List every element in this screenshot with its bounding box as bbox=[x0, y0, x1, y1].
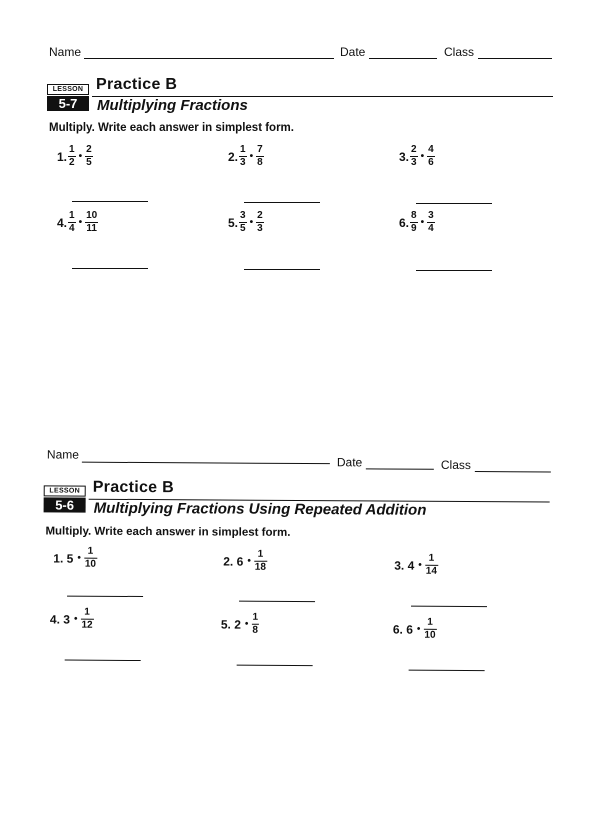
worksheet-lesson-5-6 bbox=[0, 443, 603, 777]
numerator: 1 bbox=[69, 144, 75, 155]
name-label: Name bbox=[49, 45, 82, 59]
instructions: Multiply. Write each answer in simplest form. bbox=[49, 122, 294, 134]
problem-number: 5. bbox=[220, 617, 231, 632]
problem-5 bbox=[221, 613, 260, 636]
page-subtitle: Multiplying Fractions bbox=[97, 97, 248, 114]
times-symbol: • bbox=[247, 555, 251, 567]
fraction bbox=[239, 211, 247, 234]
fraction bbox=[256, 211, 264, 234]
page-title: Practice B bbox=[92, 478, 175, 497]
fraction bbox=[254, 550, 267, 573]
problem-number: 1. bbox=[57, 149, 68, 164]
problem-number: 2. bbox=[223, 554, 234, 569]
problem-2 bbox=[228, 145, 265, 168]
name-label: Name bbox=[46, 447, 79, 462]
whole-number: 6 bbox=[236, 554, 244, 569]
denominator: 10 bbox=[84, 558, 96, 570]
lesson-number: 5-6 bbox=[44, 497, 86, 512]
numerator: 1 bbox=[69, 210, 75, 221]
lesson-tag bbox=[47, 84, 89, 111]
class-field[interactable] bbox=[475, 471, 551, 472]
lesson-tag-label: LESSON bbox=[47, 84, 89, 95]
date-field[interactable] bbox=[366, 468, 434, 469]
denominator: 14 bbox=[425, 565, 437, 577]
problem-number: 6. bbox=[392, 622, 403, 637]
answer-line-5[interactable] bbox=[237, 665, 313, 666]
times-symbol: • bbox=[249, 151, 254, 162]
problem-number: 1. bbox=[53, 550, 64, 566]
answer-line-2[interactable] bbox=[244, 202, 320, 203]
answer-line-6[interactable] bbox=[409, 670, 485, 671]
name-field[interactable] bbox=[82, 462, 330, 465]
whole-number: 5 bbox=[66, 551, 74, 566]
denominator: 3 bbox=[411, 157, 417, 168]
name-field[interactable] bbox=[84, 58, 334, 59]
numerator: 1 bbox=[427, 616, 433, 628]
numerator: 3 bbox=[428, 210, 434, 221]
fraction bbox=[410, 211, 418, 234]
problem-5 bbox=[228, 211, 265, 234]
answer-line-3[interactable] bbox=[411, 606, 487, 607]
denominator: 8 bbox=[257, 157, 263, 168]
problem-number: 3. bbox=[394, 558, 405, 573]
times-symbol: • bbox=[418, 559, 422, 571]
fraction bbox=[427, 145, 435, 168]
problem-6 bbox=[393, 618, 438, 641]
answer-line-5[interactable] bbox=[244, 269, 320, 270]
numerator: 2 bbox=[257, 210, 263, 221]
problem-number: 2. bbox=[228, 149, 239, 164]
numerator: 1 bbox=[428, 552, 435, 564]
problem-3 bbox=[394, 554, 439, 577]
fraction bbox=[239, 145, 247, 168]
problem-4 bbox=[50, 607, 95, 630]
numerator: 1 bbox=[252, 611, 259, 623]
fraction bbox=[85, 211, 98, 234]
worksheet-lesson-5-7 bbox=[0, 0, 603, 330]
denominator: 10 bbox=[424, 629, 436, 641]
answer-line-3[interactable] bbox=[416, 203, 492, 204]
numerator: 1 bbox=[84, 606, 90, 618]
whole-number: 6 bbox=[406, 622, 413, 637]
fraction bbox=[410, 145, 418, 168]
times-symbol: • bbox=[420, 217, 425, 228]
fraction bbox=[427, 211, 435, 234]
denominator: 12 bbox=[81, 619, 93, 631]
problem-number: 5. bbox=[228, 215, 239, 230]
numerator: 2 bbox=[86, 144, 92, 155]
denominator: 5 bbox=[86, 157, 92, 168]
fraction bbox=[80, 608, 93, 631]
times-symbol: • bbox=[73, 613, 78, 625]
fraction bbox=[425, 554, 438, 577]
numerator: 2 bbox=[411, 144, 417, 155]
problem-number: 4. bbox=[49, 611, 60, 627]
fraction bbox=[68, 145, 76, 168]
numerator: 3 bbox=[240, 210, 246, 221]
lesson-tag-label: LESSON bbox=[44, 485, 86, 496]
denominator: 4 bbox=[428, 223, 434, 234]
problem-number: 6. bbox=[399, 215, 410, 230]
denominator: 5 bbox=[240, 223, 246, 234]
instructions: Multiply. Write each answer in simplest form. bbox=[45, 525, 291, 539]
problem-4 bbox=[57, 211, 99, 234]
fraction bbox=[251, 613, 259, 636]
answer-line-4[interactable] bbox=[72, 268, 148, 269]
lesson-number: 5-7 bbox=[47, 96, 89, 111]
class-label: Class bbox=[440, 457, 471, 473]
problem-1 bbox=[53, 546, 98, 569]
whole-number: 4 bbox=[407, 558, 415, 573]
denominator: 8 bbox=[252, 624, 259, 636]
numerator: 1 bbox=[87, 545, 94, 557]
problem-3 bbox=[399, 145, 436, 168]
answer-line-1[interactable] bbox=[72, 201, 148, 202]
whole-number: 2 bbox=[234, 617, 241, 632]
answer-line-1[interactable] bbox=[67, 596, 143, 597]
denominator: 2 bbox=[69, 157, 75, 168]
fraction bbox=[84, 547, 97, 570]
denominator: 11 bbox=[86, 223, 97, 234]
whole-number: 3 bbox=[63, 612, 71, 627]
date-label: Date bbox=[340, 45, 366, 59]
denominator: 3 bbox=[240, 157, 246, 168]
problem-6 bbox=[399, 211, 436, 234]
page-title: Practice B bbox=[96, 76, 178, 93]
times-symbol: • bbox=[77, 552, 81, 564]
answer-line-4[interactable] bbox=[65, 660, 141, 661]
fraction bbox=[68, 211, 76, 234]
times-symbol: • bbox=[78, 217, 83, 228]
times-symbol: • bbox=[420, 151, 425, 162]
problem-2 bbox=[223, 550, 268, 573]
problem-1 bbox=[57, 145, 94, 168]
class-label: Class bbox=[444, 45, 475, 59]
problem-number: 4. bbox=[57, 215, 68, 230]
denominator: 9 bbox=[411, 223, 417, 234]
fraction bbox=[256, 145, 264, 168]
answer-line-6[interactable] bbox=[416, 270, 492, 271]
numerator: 7 bbox=[257, 144, 263, 155]
class-field[interactable] bbox=[478, 58, 552, 59]
problem-number: 3. bbox=[399, 149, 410, 164]
numerator: 4 bbox=[428, 144, 434, 155]
numerator: 10 bbox=[86, 210, 98, 221]
lesson-tag bbox=[44, 485, 86, 512]
fraction bbox=[423, 618, 436, 641]
date-field[interactable] bbox=[369, 58, 437, 59]
times-symbol: • bbox=[249, 217, 254, 228]
denominator: 3 bbox=[257, 223, 263, 234]
times-symbol: • bbox=[78, 151, 83, 162]
denominator: 6 bbox=[428, 157, 434, 168]
times-symbol: • bbox=[416, 623, 421, 635]
denominator: 18 bbox=[254, 561, 266, 573]
fraction bbox=[85, 145, 93, 168]
times-symbol: • bbox=[244, 618, 249, 630]
numerator: 1 bbox=[240, 144, 246, 155]
numerator: 1 bbox=[257, 548, 264, 560]
denominator: 4 bbox=[69, 223, 75, 234]
numerator: 8 bbox=[411, 210, 417, 221]
date-label: Date bbox=[336, 455, 363, 470]
answer-line-2[interactable] bbox=[239, 601, 315, 602]
page-subtitle: Multiplying Fractions Using Repeated Addition bbox=[93, 499, 427, 519]
